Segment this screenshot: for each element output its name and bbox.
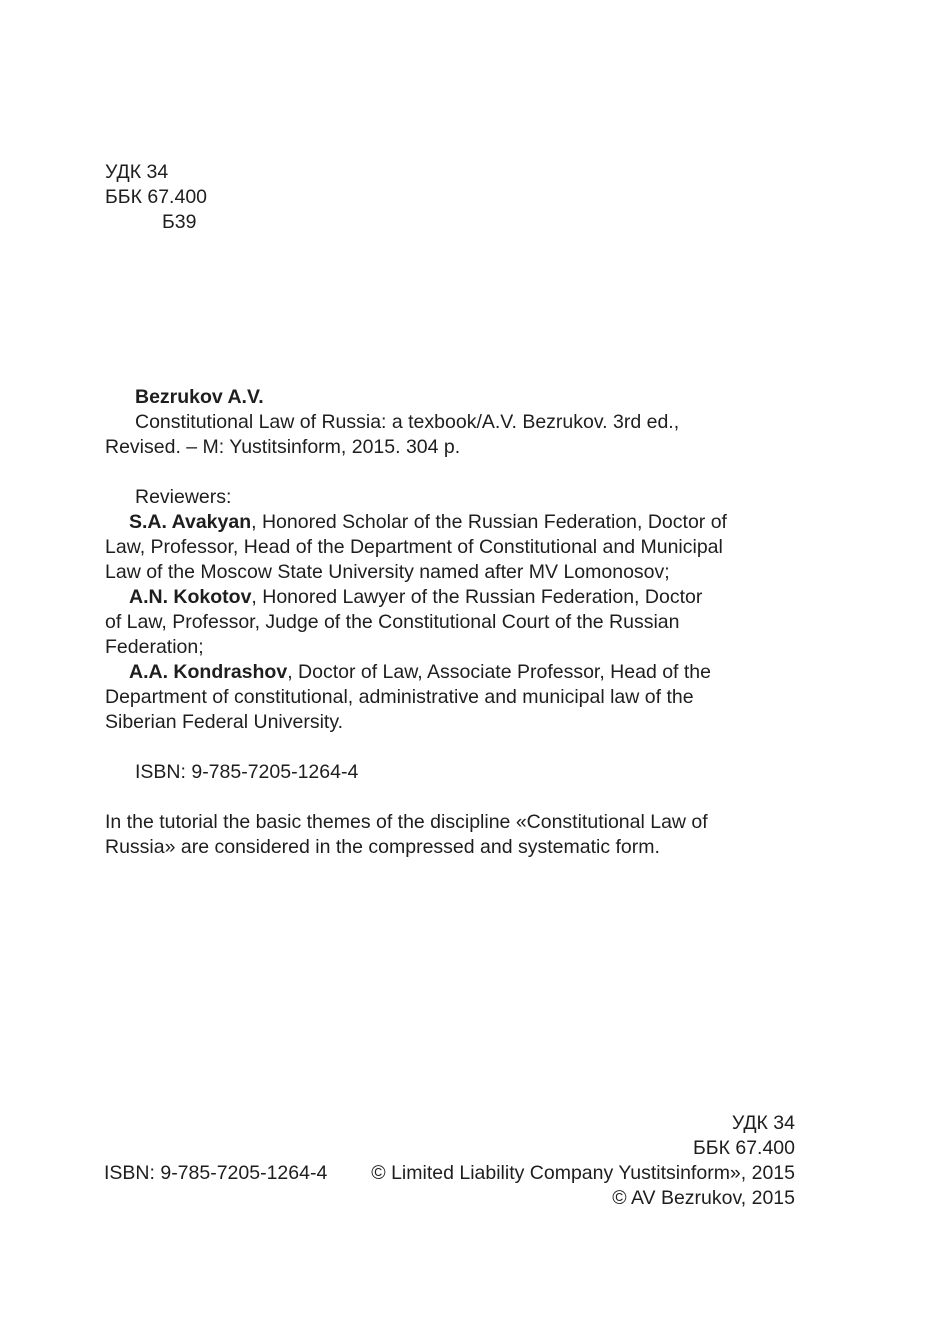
annotation-line1: In the tutorial the basic themes of the discipline «Constitutional Law of (105, 811, 708, 833)
footer-udk: УДК 34 (731, 1112, 795, 1134)
reviewers-block (105, 485, 805, 735)
reviewer-credentials-line: Department of constitutional, administrative and municipal law of the (105, 686, 694, 708)
copyright-publisher: © Limited Liability Company Yustitsinform», 2015 (371, 1162, 795, 1184)
reviewer-entry (105, 660, 805, 735)
bbk-code: ББК 67.400 (105, 186, 208, 208)
reviewer-credentials-line: Law, Professor, Head of the Department of Constitutional and Municipal (105, 536, 723, 558)
book-author: Bezrukov A.V. (135, 386, 264, 408)
reviewer-credentials-line: Federation; (105, 636, 204, 658)
footer-isbn: ISBN: 9-785-7205-1264-4 (104, 1162, 328, 1184)
reviewer-credentials: , Honored Lawyer of the Russian Federation, Doctor (251, 586, 703, 608)
author-mark: Б39 (162, 211, 197, 233)
annotation (105, 810, 805, 860)
footer-bbk: ББК 67.400 (692, 1137, 795, 1159)
reviewer-credentials: , Honored Scholar of the Russian Federation, Doctor of (251, 511, 727, 533)
reviewers-heading: Reviewers: (135, 486, 232, 508)
footer-imprint (371, 1111, 795, 1211)
reviewer-credentials-line: Law of the Moscow State University named after MV Lomonosov; (105, 561, 670, 583)
book-description-line1: Constitutional Law of Russia: a texbook/A.V. Bezrukov. 3rd ed., (135, 411, 680, 433)
copyright-author: © AV Bezrukov, 2015 (612, 1187, 795, 1209)
reviewer-entry (105, 585, 805, 660)
reviewer-name: A.A. Kondrashov (129, 661, 288, 683)
udk-code: УДК 34 (105, 161, 169, 183)
isbn-block (105, 760, 358, 785)
reviewer-credentials: , Doctor of Law, Associate Professor, Head of the (287, 661, 711, 683)
reviewer-name: S.A. Avakyan (129, 511, 252, 533)
reviewer-name: A.N. Kokotov (129, 586, 252, 608)
reviewer-credentials-line: of Law, Professor, Judge of the Constitutional Court of the Russian (105, 611, 680, 633)
annotation-line2: Russia» are considered in the compressed and systematic form. (105, 836, 660, 858)
isbn: ISBN: 9-785-7205-1264-4 (135, 761, 359, 783)
classification-block (105, 160, 207, 235)
bibliographic-entry (105, 385, 805, 460)
book-description-line2: Revised. – M: Yustitsinform, 2015. 304 p. (105, 436, 461, 458)
reviewer-credentials-line: Siberian Federal University. (105, 711, 344, 733)
reviewer-entry (105, 510, 805, 585)
